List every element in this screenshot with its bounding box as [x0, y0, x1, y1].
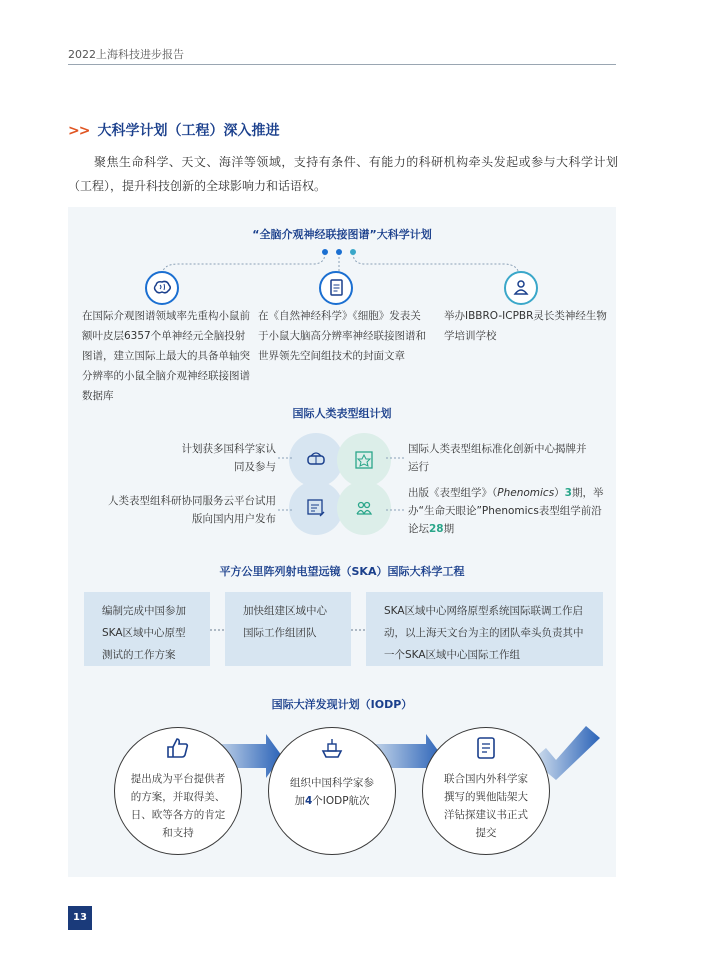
person-icon — [504, 271, 538, 305]
ska-title: 平方公里阵列射电望远镜（SKA）国际大科学工程 — [219, 565, 465, 578]
issue-count: 3 — [564, 487, 572, 499]
page-number: 13 — [68, 906, 92, 930]
section-title — [68, 120, 279, 140]
header-rule — [68, 64, 616, 65]
ska-box-2: 加快组建区域中心国际工作组团队 — [225, 592, 351, 666]
iodp-text-3: 联合国内外科学家撰写的巽他陆架大洋钻探建议书正式提交 — [444, 773, 528, 839]
iodp-title: 国际大洋发现计划（IODP） — [271, 698, 413, 711]
brain-title: “全脑介观神经联接图谱”大科学计划 — [252, 228, 432, 241]
phenome-title: 国际人类表型组计划 — [292, 407, 392, 420]
phenome-top-left: 计划获多国科学家认同及参与 — [181, 443, 276, 473]
thumbs-up-icon — [165, 735, 191, 761]
phenomics-journal-name: Phenomics — [497, 487, 555, 499]
brain-column-1: 在国际介观图谱领域率先重构小鼠前额叶皮层6357个单神经元全脑投射图谱，建立国际上最大的具备单轴突分辨率的小鼠全脑介观神经联接图谱数据库 — [82, 310, 250, 402]
phenome-bottom-left: 人类表型组科研协同服务云平台试用版向国内用户发布 — [108, 495, 276, 525]
forum-count: 28 — [429, 523, 444, 535]
vr-headset-icon — [305, 449, 327, 471]
iodp-text-1: 提出成为平台提供者的方案，并取得美、日、欧等各方的肯定和支持 — [130, 773, 226, 839]
phenome-bottom-right: 出版《表型组学》（Phenomics）3期，举办“生命天眼论”Phenomics表型组学前沿论坛28期 — [408, 487, 604, 535]
intro-paragraph: 聚焦生命科学、天文、海洋等领域，支持有条件、有能力的科研机构牵头发起或参与大科学计划（工程），提升科技创新的全球影响力和话语权。 — [68, 155, 618, 193]
ska-box-3: SKA区域中心网络原型系统国际联调工作启动，以上海天文台为主的团队牵头负责其中一个SKA区域中心国际工作组 — [366, 592, 603, 666]
ship-icon — [319, 735, 345, 761]
checklist-icon — [473, 735, 499, 761]
ska-box-1: 编制完成中国参加SKA区域中心原型测试的工作方案 — [84, 592, 210, 666]
people-icon — [353, 497, 375, 519]
document-icon — [319, 271, 353, 305]
ska-connectors — [210, 624, 370, 634]
brain-icon — [145, 271, 179, 305]
brain-column-3: 举办IBBRO-ICPBR灵长类神经生物学培训学校 — [444, 310, 607, 342]
iodp-text-2: 组织中国科学家参加4个IODP航次 — [290, 777, 374, 807]
chart-icon — [305, 497, 327, 519]
star-frame-icon — [353, 449, 375, 471]
chevron-icon: >> — [68, 123, 90, 139]
cruise-count: 4 — [304, 795, 313, 807]
section-title-text: 大科学计划（工程）深入推进 — [97, 123, 280, 139]
phenome-top-right: 国际人类表型组标准化创新中心揭牌并运行 — [408, 443, 587, 473]
running-header: 2022上海科技进步报告 — [68, 48, 184, 61]
brain-column-2: 在《自然神经科学》《细胞》发表关于小鼠大脑高分辨率神经联接图谱和世界领先空间组技术的封面文章 — [258, 310, 426, 362]
